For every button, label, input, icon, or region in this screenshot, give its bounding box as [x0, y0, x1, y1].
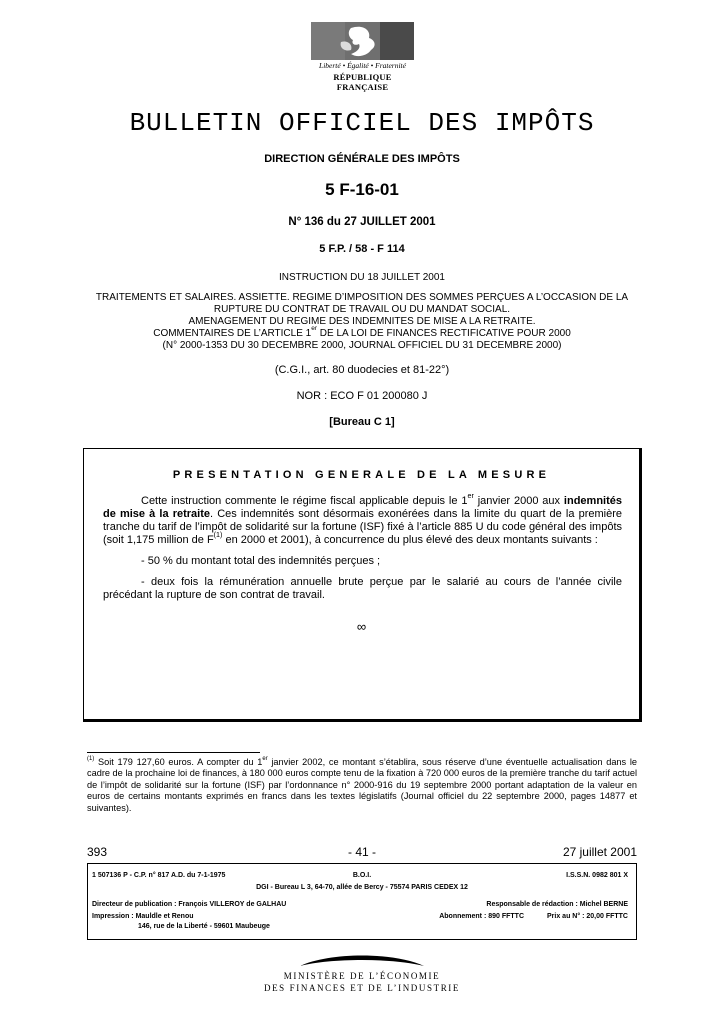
publication-director: Directeur de publication : François VILLEROY de GALHAU [92, 901, 287, 908]
page-date: 27 juillet 2001 [562, 845, 637, 859]
presentation-box [83, 448, 642, 722]
bureau-label: [Bureau C 1] [329, 416, 395, 428]
presentation-paragraph: Cette instruction commente le régime fiscal applicable depuis le 1er janvier 2000 aux indemnités de mise à la retraite. Ces indemnités sont désormais exonérées dans la limite du quart de la première tranche du tarif de l’impôt de solidarité sur la fortune (ISF) fixé à l’article 885 U du code général des impôts (soit 1,175 million de $F^{(1)}$ en 2000 et 2001), à concurrence du plus élevé des deux montants suivants : [103, 491, 622, 546]
instruction-date: INSTRUCTION DU 18 JUILLET 2001 [279, 272, 445, 283]
cp-number: 1 507136 P - C.P. n° 817 A.D. du 7-1-1975 [92, 872, 226, 879]
document-reference: 5 F.P. / 58 - F 114 [319, 243, 405, 255]
document-code: 5 F-16-01 [325, 180, 399, 199]
page-number-center: - 41 - [347, 845, 376, 859]
document-description [0, 292, 724, 352]
dgi-address: DGI - Bureau L 3, 64-70, allée de Bercy - 75574 PARIS CEDEX 12 [256, 884, 468, 891]
editorial-manager: Responsable de rédaction : Michel BERNE [486, 901, 628, 908]
footnote: $^{(1)}$ Soit 179 127,60 euros. A compter du 1er janvier 2002, ce montant s’établira, sous réserve d’une éventuelle actualisation dans le cadre de la prochaine loi de finances, à 180 000 euros compte tenu de la fixation à 720 000 euros de la première tranche du tarif actuel de l’impôt de solidarité sur la fortune (ISF) par l’ordonnance n° 2000-916 du 19 septembre 2000 portant adaptation de la valeur en euros de certains montants exprimés en francs dans les textes législatifs (Journal officiel du 22 septembre 2000, pages 14877 et suivantes). [87, 755, 637, 813]
publication-box [87, 863, 637, 940]
presentation-title: PRESENTATION GENERALE DE LA MESURE [172, 469, 551, 481]
commentary-line: COMMENTAIRES DE L’ARTICLE 1er DE LA LOI DE FINANCES RECTIFICATIVE POUR 2000 [153, 325, 571, 339]
issn-number: I.S.S.N. 0982 801 X [566, 872, 628, 879]
list-item: - deux fois la rémunération annuelle brute perçue par le salarié au cours de l’année civile précédant la rupture de son contrat de travail. [103, 576, 622, 601]
ministry-arc-icon [300, 950, 424, 968]
issue-number: N° 136 du 27 JUILLET 2001 [288, 216, 436, 228]
logo-motto: Liberté • Égalité • Fraternité [319, 61, 406, 70]
infinity-symbol-icon: ∞ [356, 619, 367, 634]
ministry-line: MINISTÈRE DE L’ÉCONOMIE [283, 971, 441, 981]
republique-francaise-logo [311, 22, 414, 92]
journal-line: (N° 2000-1353 DU 30 DECEMBRE 2000, JOURNAL OFFICIEL DU 31 DECEMBRE 2000) [162, 340, 562, 351]
ministry-name [0, 970, 724, 994]
ministry-line: DES FINANCES ET DE L’INDUSTRIE [263, 983, 460, 993]
cgi-reference: (C.G.I., art. 80 duodecies et 81-22°) [274, 364, 450, 376]
issue-price: Prix au N° : 20,00 FFTTC [547, 913, 628, 920]
list-item: - 50 % du montant total des indemnités perçues ; [141, 555, 381, 567]
footnote-divider [87, 752, 260, 753]
subscription-price: Abonnement : 890 FFTTC [439, 913, 524, 920]
marianne-emblem-icon [311, 22, 414, 60]
logo-republic: RÉPUBLIQUE FRANÇAISE [333, 72, 392, 92]
printer-address: 146, rue de la Liberté - 59601 Maubeuge [138, 923, 270, 930]
page-number-left: 393 [87, 845, 108, 859]
boi-label: B.O.I. [352, 872, 372, 879]
presentation-body [103, 491, 622, 610]
description-line: TRAITEMENTS ET SALAIRES. ASSIETTE. REGIME D’IMPOSITION DES SOMMES PERÇUES A L’OCCASION DE LA [95, 292, 629, 303]
bulletin-title: BULLETIN OFFICIEL DES IMPÔTS [129, 108, 595, 138]
direction-heading: DIRECTION GÉNÉRALE DES IMPÔTS [264, 153, 460, 165]
nor-reference: NOR : ECO F 01 200080 J [296, 390, 428, 402]
description-line: RUPTURE DU CONTRAT DE TRAVAIL OU DU MANDAT SOCIAL. [213, 304, 511, 315]
printer: Impression : Mauldle et Renou [92, 913, 194, 920]
description-line: AMENAGEMENT DU REGIME DES INDEMNITES DE MISE A LA RETRAITE. [188, 316, 536, 327]
